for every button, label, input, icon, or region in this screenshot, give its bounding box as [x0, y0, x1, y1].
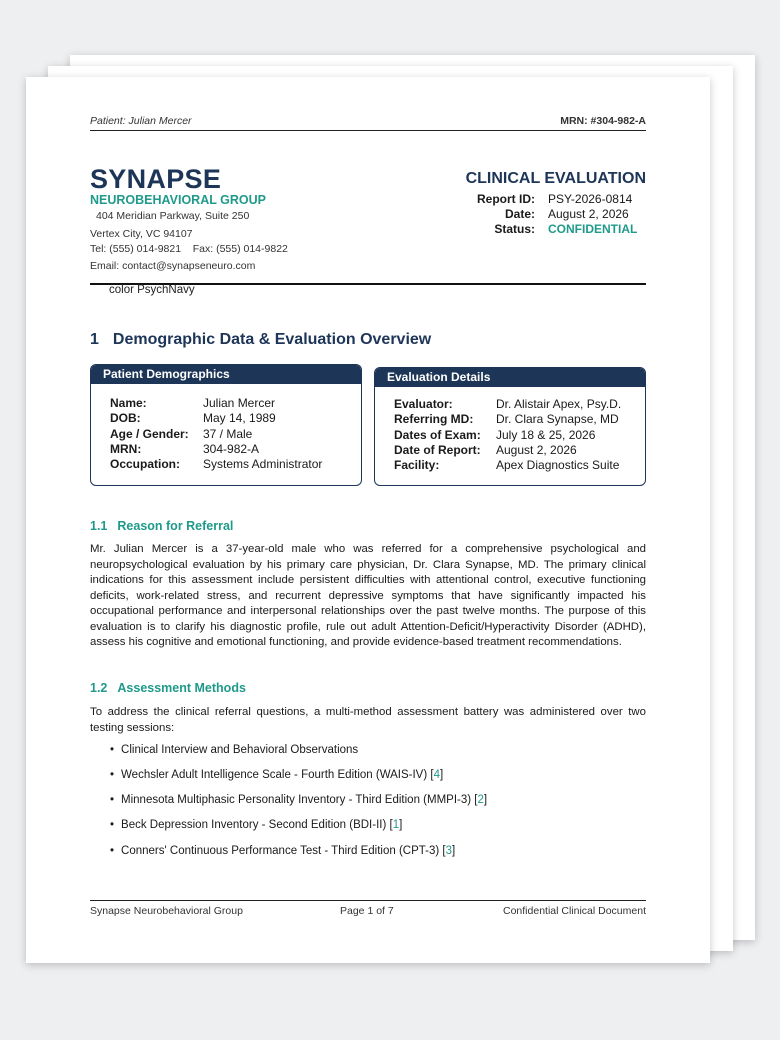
citation-link[interactable]: 3 — [445, 845, 452, 857]
referral-paragraph: Mr. Julian Mercer is a 37-year-old male who was referred for a comprehensive psychological and neuropsychological evaluation by his primary care physician, Dr. Clara Synapse, MD. The primary clinical indications for this assessment include persistent difficulties with attentional control, executive functioning deficits, work-related stress, and recurrent depressive symptoms that have significantly impacted his occupational performance and interpersonal relationships over the past twelve months. The purpose of this evaluation is to clarify his diagnostic profile, rule out adult Attention-Deficit/Hyperactivity Disorder (ADHD), assess his cognitive and emotional functioning, and provide evidence-based treatment recommendations. — [90, 543, 646, 648]
subsection-number: 1.2 — [90, 681, 108, 695]
field-value: August 2, 2026 — [496, 442, 577, 457]
address-line-2: Vertex City, VC 94107 — [90, 228, 193, 240]
field-label: Facility: — [394, 458, 440, 473]
evaluation-row — [394, 428, 645, 443]
demographics-row — [110, 457, 361, 472]
field-label: Evaluator: — [394, 397, 453, 411]
field-label: Referring MD: — [394, 412, 474, 427]
brand-name: SYNAPSE — [90, 164, 222, 194]
footer-page-number: Page 1 of 7 — [340, 905, 394, 917]
report-date-value: August 2, 2026 — [548, 207, 629, 221]
stray-text: color PsychNavy — [109, 284, 195, 296]
field-label: MRN: — [110, 441, 142, 456]
subsection-title: Assessment Methods — [117, 681, 246, 695]
field-label: DOB: — [110, 411, 141, 426]
report-title: CLINICAL EVALUATION — [465, 170, 646, 187]
section-title: Demographic Data & Evaluation Overview — [112, 331, 432, 348]
evaluation-details-title: Evaluation Details — [375, 368, 645, 387]
footer-right: Confidential Clinical Document — [503, 905, 646, 917]
field-label: Occupation: — [110, 457, 181, 472]
phone-line — [90, 243, 288, 255]
method-list-item: • Clinical Interview and Behavioral Observations — [110, 744, 359, 756]
method-name: Beck Depression Inventory - Second Edition (BDI-II) — [121, 819, 387, 831]
fax: Fax: (555) 014-9822 — [192, 243, 288, 255]
report-id-label: Report ID: — [477, 192, 535, 206]
method-list-item: • Wechsler Adult Intelligence Scale - Fourth Edition (WAIS-IV) [4] — [110, 769, 444, 781]
demographics-row — [110, 396, 361, 411]
demographics-row — [110, 442, 361, 457]
evaluation-details-box — [374, 367, 646, 486]
document-page — [26, 77, 710, 963]
field-value: July 18 & 25, 2026 — [496, 427, 596, 442]
section-1-1-heading — [90, 519, 233, 533]
patient-demographics-box — [90, 364, 362, 486]
method-name: Conners' Continuous Performance Test - Third Edition (CPT-3) — [121, 845, 440, 857]
field-value: May 14, 1989 — [203, 411, 276, 426]
patient-demographics-title: Patient Demographics — [91, 365, 361, 384]
field-label: Date of Report: — [394, 442, 481, 457]
field-label: Age / Gender: — [110, 426, 189, 441]
evaluation-row — [394, 458, 645, 473]
evaluation-row — [394, 412, 645, 427]
evaluation-row — [394, 397, 645, 412]
method-list-item: • Conners' Continuous Performance Test - Third Edition (CPT-3) [3] — [110, 845, 456, 857]
demographics-row — [110, 411, 361, 426]
footer-rule — [90, 900, 646, 901]
field-value: 304-982-A — [203, 441, 260, 456]
method-name: Minnesota Multiphasic Personality Inventory - Third Edition (MMPI-3) — [121, 794, 472, 806]
report-status-label: Status: — [494, 222, 535, 236]
report-date-row — [475, 207, 646, 221]
citation-link[interactable]: 4 — [433, 769, 440, 781]
report-status-value: CONFIDENTIAL — [548, 222, 638, 236]
subsection-title: Reason for Referral — [117, 519, 234, 533]
methods-intro: To address the clinical referral questions, a multi-method assessment battery was administered over two testing sessions: — [90, 706, 646, 734]
subsection-number: 1.1 — [90, 519, 108, 533]
running-header-patient: Patient: Julian Mercer — [90, 115, 192, 127]
field-value: Dr. Clara Synapse, MD — [496, 412, 619, 427]
report-id-value: PSY-2026-0814 — [548, 192, 633, 206]
section-1-2-heading — [90, 681, 246, 695]
report-id-row — [475, 192, 646, 206]
field-value: Apex Diagnostics Suite — [496, 458, 620, 473]
method-list-item: • Beck Depression Inventory - Second Edition (BDI-II) [1] — [110, 819, 403, 831]
email-line: Email: contact@synapseneuro.com — [90, 260, 256, 272]
demographics-row — [110, 427, 361, 442]
tel: Tel: (555) 014-9821 — [90, 243, 182, 255]
report-date-label: Date: — [504, 207, 535, 221]
evaluation-row — [394, 443, 645, 458]
brand-subtitle: NEUROBEHAVIORAL GROUP — [90, 193, 266, 207]
running-header-mrn: MRN: #304-982-A — [560, 115, 646, 127]
section-1-heading — [90, 331, 431, 349]
field-value: Systems Administrator — [203, 457, 323, 472]
field-value: Dr. Alistair Apex, Psy.D. — [496, 397, 622, 411]
field-label: Name: — [110, 396, 147, 410]
method-list-item: • Minnesota Multiphasic Personality Inventory - Third Edition (MMPI-3) [2] — [110, 794, 488, 806]
report-status-row — [475, 222, 646, 236]
citation-link[interactable]: 2 — [477, 794, 484, 806]
field-value: 37 / Male — [203, 426, 253, 441]
citation-link[interactable]: 1 — [392, 819, 400, 831]
field-label: Dates of Exam: — [394, 427, 481, 442]
header-rule — [90, 130, 646, 131]
field-value: Julian Mercer — [203, 396, 276, 410]
method-name: Wechsler Adult Intelligence Scale - Fourth Edition (WAIS-IV) — [121, 769, 428, 781]
method-name: Clinical Interview and Behavioral Observations — [121, 744, 359, 756]
footer-left: Synapse Neurobehavioral Group — [90, 905, 243, 917]
section-number: 1 — [90, 331, 99, 348]
address-line-1: 404 Meridian Parkway, Suite 250 — [96, 210, 250, 222]
